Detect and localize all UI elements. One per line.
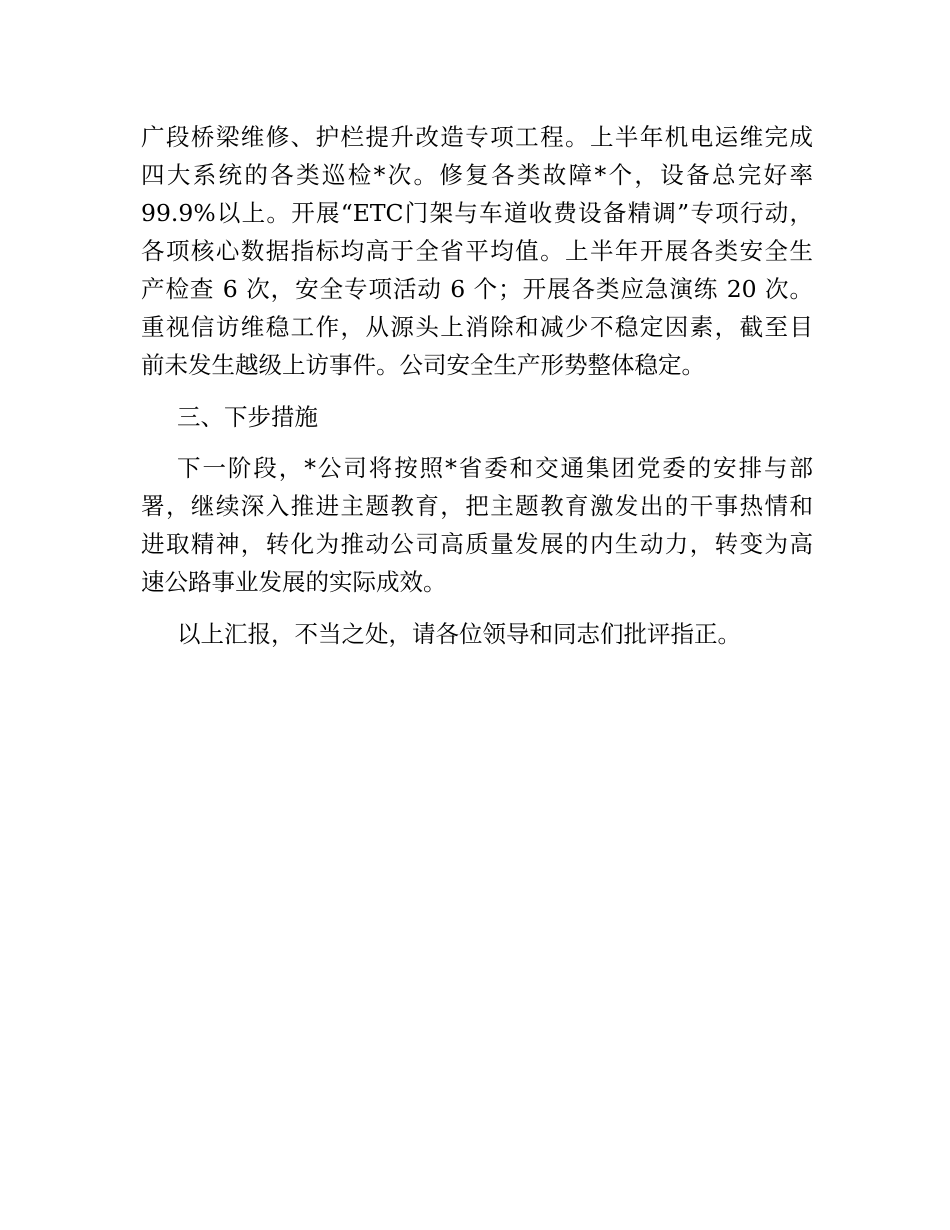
paragraph-line: 下一阶段，*公司将按照*省委和交通集团党委的安排与部 <box>177 454 813 482</box>
paragraph-line: 各项核心数据指标均高于全省平均值。上半年开展各类安全生 <box>141 237 813 265</box>
paragraph-line: 99.9%以上。开展“ETC门架与车道收费设备精调”专项行动， <box>141 199 813 227</box>
paragraph-line: 四大系统的各类巡检*次。修复各类故障*个，设备总完好率 <box>141 161 813 189</box>
paragraph-safety-operations <box>141 118 813 384</box>
paragraph-next-steps <box>141 449 813 601</box>
paragraph-spacer <box>141 601 813 615</box>
paragraph-line: 广段桥梁维修、护栏提升改造专项工程。上半年机电运维完成 <box>141 123 813 151</box>
paragraph-spacer <box>141 436 813 450</box>
paragraph-line: 前未发生越级上访事件。公司安全生产形势整体稳定。 <box>141 351 705 379</box>
paragraph-line: 重视信访维稳工作，从源头上消除和减少不稳定因素，截至目 <box>141 313 813 341</box>
paragraph-line: 产检查 6 次，安全专项活动 6 个；开展各类应急演练 20 次。 <box>141 275 813 303</box>
closing-remark: 以上汇报，不当之处，请各位领导和同志们批评指正。 <box>177 619 741 648</box>
document-body <box>141 118 813 653</box>
paragraph-line: 速公路事业发展的实际成效。 <box>141 568 447 596</box>
paragraph-spacer <box>141 384 813 398</box>
paragraph-line: 进取精神，转化为推动公司高质量发展的内生动力，转变为高 <box>141 530 813 558</box>
section-heading: 三、下步措施 <box>177 402 318 431</box>
paragraph-line: 署，继续深入推进主题教育，把主题教育激发出的干事热情和 <box>141 492 813 520</box>
